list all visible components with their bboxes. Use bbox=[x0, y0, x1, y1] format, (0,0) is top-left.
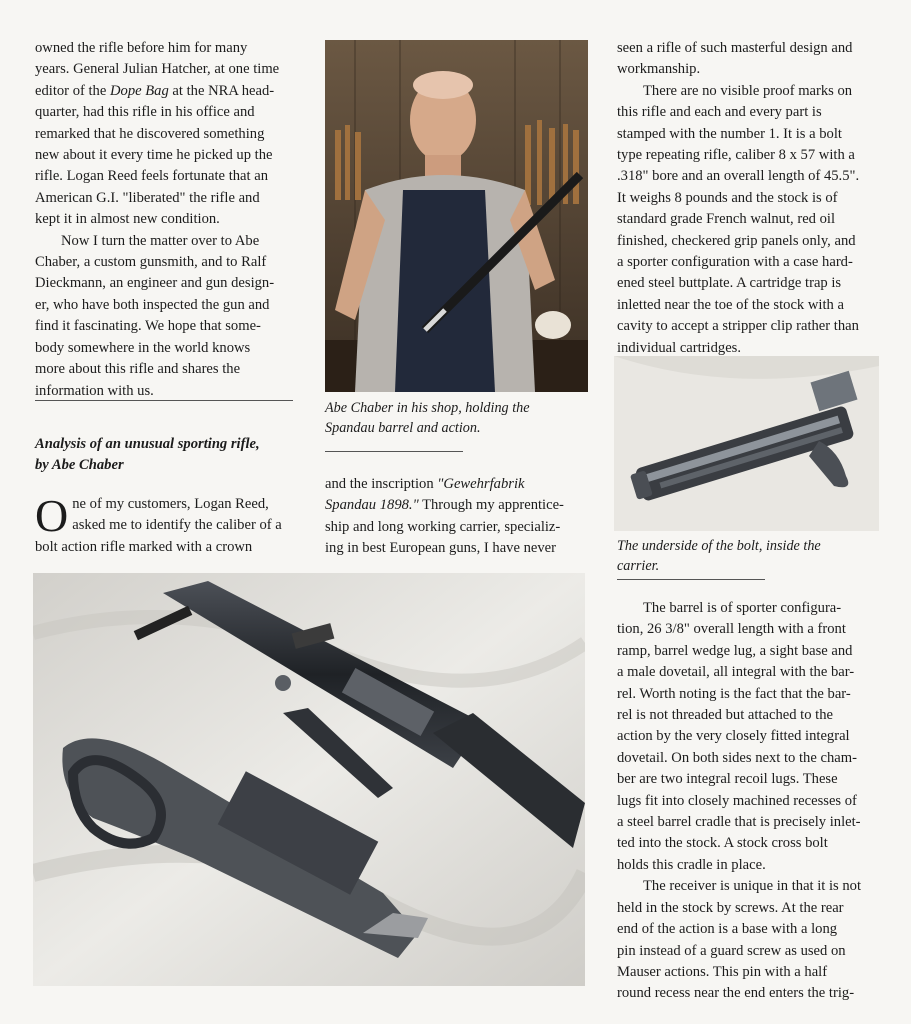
gunsmith-photo-caption: Abe Chaber in his shop, holding the Spandau barrel and action. bbox=[325, 400, 530, 436]
text-line: er, who have both inspected the gun and bbox=[35, 296, 270, 313]
text-line: stamped with the number 1. It is a bolt bbox=[617, 125, 842, 142]
text-line: It weighs 8 pounds and the stock is of bbox=[617, 189, 838, 206]
text-line: rel is not threaded but attached to the bbox=[617, 707, 833, 724]
text-line: standard grade French walnut, red oil bbox=[617, 211, 836, 228]
text-line: American G.I. "liberated" the rifle and bbox=[35, 189, 260, 206]
text-line: Mauser actions. This pin with a half bbox=[617, 963, 828, 980]
text-line: owned the rifle before him for many bbox=[35, 40, 248, 56]
text-line: type repeating rifle, caliber 8 x 57 with a bbox=[617, 147, 855, 164]
right-para-1 bbox=[617, 38, 892, 81]
section-divider bbox=[35, 400, 293, 401]
text-line: and the inscription "Gewehrfabrik bbox=[325, 476, 525, 492]
right-para-4 bbox=[617, 876, 892, 1004]
drop-cap: O bbox=[35, 490, 69, 541]
right-para-2 bbox=[617, 81, 892, 359]
text-line: inletted near the toe of the stock with a bbox=[617, 296, 844, 313]
text-line: finished, checkered grip panels only, and bbox=[617, 232, 856, 249]
section-heading: Analysis of an unusual sporting rifle, by Abe Chaber bbox=[35, 436, 260, 473]
text-line: more about this rifle and shares the bbox=[35, 361, 241, 378]
text-line: Now I turn the matter over to Abe bbox=[61, 232, 260, 249]
text-line: new about it every time he picked up the bbox=[35, 147, 273, 164]
text-line: remarked that he discovered something bbox=[35, 125, 265, 142]
text-line: Dieckmann, an engineer and gun design- bbox=[35, 275, 275, 292]
bolt-caption-divider bbox=[617, 579, 765, 580]
text-line: held in the stock by screws. At the rear bbox=[617, 899, 844, 916]
right-para-3 bbox=[617, 598, 892, 876]
text-line: end of the action is a base with a long bbox=[617, 921, 838, 938]
text-line: quarter, had this rifle in his office and bbox=[35, 104, 255, 121]
left-column-text bbox=[35, 38, 297, 402]
text-line: ened steel buttplate. A cartridge trap is bbox=[617, 275, 842, 292]
text-line: round recess near the end enters the trig- bbox=[617, 985, 855, 1002]
text-line: rifle. Logan Reed feels fortunate that an bbox=[35, 168, 268, 185]
text-line: information with us. bbox=[35, 382, 154, 399]
right-column-bottom bbox=[617, 598, 892, 1005]
text-line: The barrel is of sporter configura- bbox=[643, 600, 842, 616]
text-line: pin instead of a guard screw as used on bbox=[617, 942, 846, 959]
caption-divider bbox=[325, 451, 463, 452]
text-line: rel. Worth noting is the fact that the bar- bbox=[617, 685, 851, 702]
text-line: seen a rifle of such masterful design and bbox=[617, 40, 853, 56]
bolt-photo-caption: The underside of the bolt, inside the carrier. bbox=[617, 538, 821, 574]
left-para-3 bbox=[35, 490, 297, 558]
text-line: bolt action rifle marked with a crown bbox=[35, 538, 253, 555]
text-line: ship and long working carrier, specializ- bbox=[325, 518, 561, 535]
text-line: dovetail. On both sides next to the cham- bbox=[617, 749, 857, 766]
text-line: a male dovetail, all integral with the bar- bbox=[617, 664, 855, 681]
text-line: a steel barrel cradle that is precisely inlet- bbox=[617, 814, 861, 831]
gunsmith-photo bbox=[325, 40, 588, 392]
rifle-action-photo bbox=[33, 573, 585, 986]
text-line: holds this cradle in place. bbox=[617, 856, 766, 873]
text-line: this rifle and each and every part is bbox=[617, 104, 822, 121]
text-line: ne of my customers, Logan Reed, bbox=[72, 496, 269, 512]
text-line: workmanship. bbox=[617, 61, 701, 78]
text-line: action by the very closely fitted integral bbox=[617, 728, 850, 745]
text-line: lugs fit into closely machined recesses of bbox=[617, 792, 857, 809]
text-line: years. General Julian Hatcher, at one time bbox=[35, 61, 280, 78]
text-line: The receiver is unique in that it is not bbox=[643, 878, 862, 895]
text-line: body somewhere in the world knows bbox=[35, 339, 251, 356]
text-line: cavity to accept a stripper clip rather than bbox=[617, 318, 859, 335]
text-line: ramp, barrel wedge lug, a sight base and bbox=[617, 642, 853, 659]
text-line: There are no visible proof marks on bbox=[643, 82, 853, 99]
text-line: .318" bore and an overall length of 45.5". bbox=[617, 168, 860, 185]
text-line: find it fascinating. We hope that some- bbox=[35, 318, 261, 335]
text-line: a sporter configuration with a case hard- bbox=[617, 254, 853, 271]
left-para-1 bbox=[35, 38, 297, 231]
text-line: ing in best European guns, I have never bbox=[325, 540, 556, 557]
right-column-top bbox=[617, 38, 892, 359]
text-line: tion, 26 3/8" overall length with a front bbox=[617, 621, 846, 638]
bolt-photo bbox=[614, 356, 879, 531]
text-line: ted into the stock. A stock cross bolt bbox=[617, 835, 828, 852]
text-line: kept it in almost new condition. bbox=[35, 211, 220, 228]
text-line: individual cartridges. bbox=[617, 339, 742, 356]
left-para-2 bbox=[35, 231, 297, 402]
text-line: Chaber, a custom gunsmith, and to Ralf bbox=[35, 254, 267, 271]
text-line: ber are two integral recoil lugs. These bbox=[617, 771, 838, 788]
text-line: editor of the Dope Bag at the NRA head- bbox=[35, 82, 275, 99]
middle-para bbox=[325, 474, 595, 560]
text-line: asked me to identify the caliber of a bbox=[72, 517, 282, 534]
text-line: Spandau 1898." Through my apprentice- bbox=[325, 497, 564, 514]
